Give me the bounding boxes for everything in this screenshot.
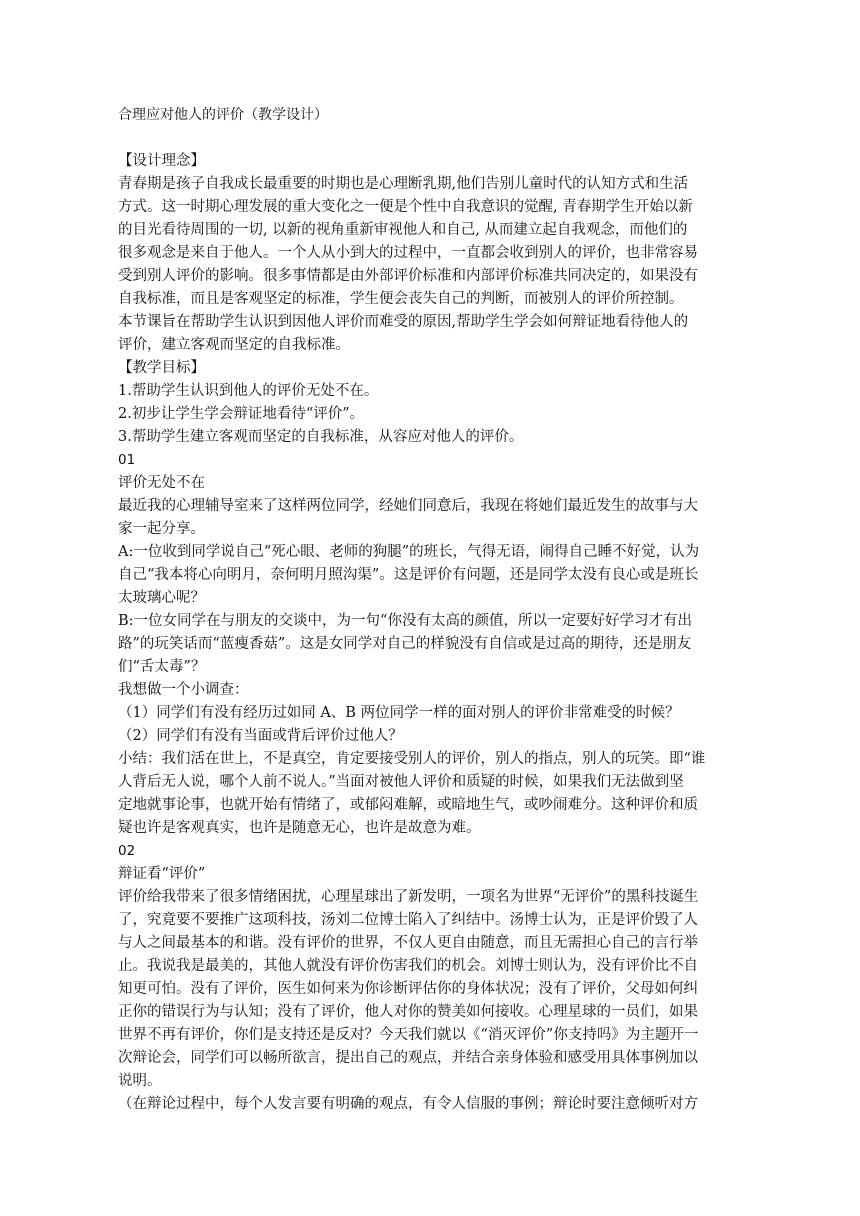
document-page — [118, 104, 742, 1116]
objectives-list — [118, 380, 742, 449]
part2-title: 辩证看“评价” — [118, 866, 206, 882]
paragraph-line: 的目光看待周围的一切, 以新的视角重新审视他人和自己, 从而建立起自我观念，而他们的 — [118, 222, 688, 238]
paragraph-line: 止。我说我是最美的，其他人就没有评价伤害我们的机会。刘博士则认为，没有评价比不自 — [118, 958, 698, 974]
paragraph-line: 自我标准，而且是客观坚定的标准，学生便会丧失自己的判断，而被别人的评价所控制。 — [118, 291, 684, 307]
paragraph-line: B:一位女同学在与朋友的交谈中，为一句“你没有太高的颜值，所以一定要好好学习才有出 — [118, 613, 692, 629]
paragraph-line: 评价给我带来了很多情绪困扰，心理星球出了新发明，一项名为世界“无评价”的黑科技诞生 — [118, 889, 699, 905]
paragraph-line: （1）同学们有没有经历过如同 A、B 两位同学一样的面对别人的评价非常难受的时候？ — [118, 705, 680, 721]
paragraph-line: 与人之间最基本的和谐。没有评价的世界，不仅人更自由随意，而且无需担心自己的言行举 — [118, 935, 698, 951]
paragraph-line: 自己“我本将心向明月，奈何明月照沟渠”。这是评价有问题，还是同学太没有良心或是班长 — [118, 567, 699, 583]
paragraph-line: 受到别人评价的影响。很多事情都是由外部评价标准和内部评价标准共同决定的，如果没有 — [118, 268, 698, 284]
design-idea-heading: 【设计理念】 — [118, 153, 205, 169]
paragraph-line: 们“舌太毒”？ — [118, 659, 206, 675]
paragraph-line: 评价，建立客观而坚定的自我标准。 — [118, 337, 350, 353]
paragraph-line: 世界不再有评价，你们是支持还是反对？今天我们就以《“消灭评价”你支持吗》为主题开一 — [118, 1027, 699, 1043]
paragraph-line: 了，究竟要不要推广这项科技，汤刘二位博士陷入了纠结中。汤博士认为，正是评价毁了人 — [118, 912, 698, 928]
paragraph-line: 我想做一个小调查： — [118, 682, 249, 698]
paragraph-line: 太玻璃心呢？ — [118, 590, 205, 606]
objectives-heading: 【教学目标】 — [118, 360, 205, 376]
part1-number: 01 — [118, 452, 136, 468]
document-title: 合理应对他人的评价（教学设计） — [118, 107, 328, 123]
paragraph-line: （在辩论过程中，每个人发言要有明确的观点，有令人信服的事例；辩论时要注意倾听对方 — [118, 1096, 698, 1112]
paragraph-line: 本节课旨在帮助学生认识到因他人评价而难受的原因,帮助学生学会如何辩证地看待他人的 — [118, 314, 689, 330]
paragraph-line: 青春期是孩子自我成长最重要的时期也是心理断乳期,他们告别儿童时代的认知方式和生活 — [118, 176, 689, 192]
paragraph-line: （2）同学们有没有当面或背后评价过他人？ — [118, 728, 403, 744]
paragraph-line: 路”的玩笑话而“蓝瘦香菇”。这是女同学对自己的样貌没有自信或是过高的期待，还是朋友 — [118, 636, 692, 652]
paragraph-line: 人背后无人说，哪个人前不说人。”当面对被他人评价和质疑的时候，如果我们无法做到坚 — [118, 774, 684, 790]
part1-title: 评价无处不在 — [118, 475, 205, 491]
paragraph-line: 家一起分享。 — [118, 521, 205, 537]
objective-item: 3.帮助学生建立客观而坚定的自我标准，从容应对他人的评价。 — [118, 429, 524, 445]
part2-number: 02 — [118, 843, 136, 859]
part1-content — [118, 495, 742, 840]
paragraph-line: 最近我的心理辅导室来了这样两位同学，经她们同意后，我现在将她们最近发生的故事与大 — [118, 498, 698, 514]
paragraph-line: 方式。这一时期心理发展的重大变化之一便是个性中自我意识的觉醒, 青春期学生开始以新 — [118, 199, 693, 215]
paragraph-line: 次辩论会，同学们可以畅所欲言，提出自己的观点，并结合亲身体验和感受用具体事例加以 — [118, 1050, 698, 1066]
part2-content — [118, 886, 742, 1116]
design-idea-paragraph — [118, 173, 742, 357]
paragraph-line: 正你的错误行为与认知；没有了评价，他人对你的赞美如何接收。心理星球的一员们，如果 — [118, 1004, 698, 1020]
paragraph-line: 很多观念是来自于他人。一个人从小到大的过程中，一直都会收到别人的评价，也非常容易 — [118, 245, 698, 261]
paragraph-line: 小结：我们活在世上，不是真空，肯定要接受别人的评价，别人的指点，别人的玩笑。即“谁 — [118, 751, 706, 767]
paragraph-line: 定地就事论事，也就开始有情绪了，或郁闷难解，或暗地生气，或吵闹难分。这种评价和质 — [118, 797, 698, 813]
objective-item: 2.初步让学生学会辩证地看待“评价”。 — [118, 406, 365, 422]
paragraph-line: 说明。 — [118, 1073, 162, 1089]
paragraph-line: A:一位收到同学说自己“死心眼、老师的狗腿”的班长，气得无语，闹得自己睡不好觉，认为 — [118, 544, 700, 560]
objective-item: 1.帮助学生认识到他人的评价无处不在。 — [118, 383, 379, 399]
paragraph-line: 知更可怕。没有了评价，医生如何来为你诊断评估你的身体状况；没有了评价，父母如何纠 — [118, 981, 698, 997]
paragraph-line: 疑也许是客观真实，也许是随意无心，也许是故意为难。 — [118, 820, 481, 836]
